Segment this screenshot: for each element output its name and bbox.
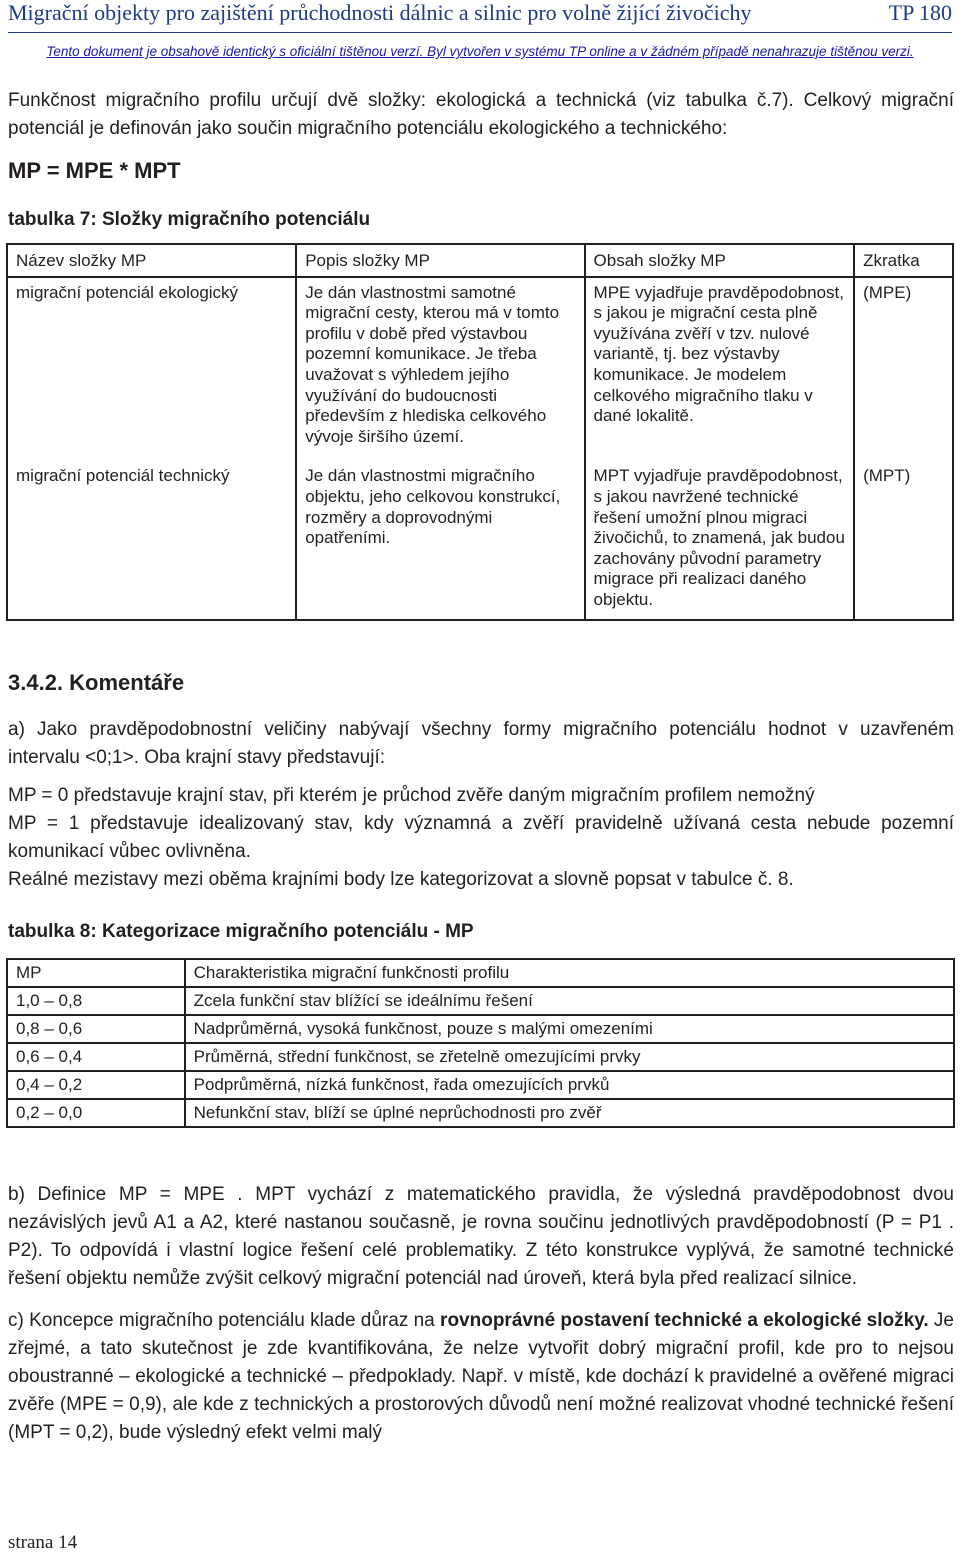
formula: MP = MPE * MPT (8, 158, 181, 183)
table8-cell-range: 0,4 – 0,2 (7, 1071, 185, 1099)
item-c-emphasis: rovnoprávné postavení technické a ekologické složky. (440, 1310, 929, 1331)
table8-cell-desc: Zcela funkční stav blížící se ideálnímu řešení (185, 987, 954, 1015)
document-title: Migrační objekty pro zajištění průchodnosti dálnic a silnic pro volně žijící živočichy (8, 0, 752, 25)
table8-cell-range: 0,2 – 0,0 (7, 1099, 185, 1127)
item-c-paragraph (8, 1307, 954, 1447)
table8-cell-desc: Průměrná, střední funkčnost, se zřetelně omezujícími prvky (185, 1043, 954, 1071)
page-number: strana 14 (8, 1532, 78, 1553)
table8-header-characteristic: Charakteristika migrační funkčnosti profilu (185, 959, 954, 987)
table7-cell-abbr: (MPE) (854, 277, 953, 462)
item-a-paragraph: a) Jako pravděpodobnostní veličiny nabývají všechny formy migračního potenciálu hodnot v uzavřeném intervalu <0;1>. Oba krajní stavy představují: (8, 719, 954, 768)
table8-header-mp: MP (7, 959, 185, 987)
table-row (7, 987, 954, 1015)
header-divider (8, 32, 952, 33)
table8-cell-range: 0,6 – 0,4 (7, 1043, 185, 1071)
table8 (6, 958, 955, 1128)
table8-cell-range: 1,0 – 0,8 (7, 987, 185, 1015)
table7-cell-name: migrační potenciál ekologický (7, 277, 296, 462)
intro-paragraph: Funkčnost migračního profilu určují dvě složky: ekologická a technická (viz tabulka č.7). Celkový migrační potenciál je definován jako součin migračního potenciálu ekologického a technického: (8, 90, 954, 139)
item-b-paragraph: b) Definice MP = MPE . MPT vychází z matematického pravidla, že výsledná pravděpodobnost dvou nezávislých jevů A1 a A2, které nastanou současně, je rovna součinu jednotlivých pravděpodobností (P = P1 . P2). To odpovídá i vlastní logice řešení celé problematiky. Z této konstrukce vyplývá, že samotné technické řešení objektu nemůže zvýšit celkový migrační potenciál nad úroveň, která byla před realizací silnice. (8, 1184, 954, 1289)
table7-cell-abbr: (MPT) (854, 461, 953, 619)
table7 (6, 243, 954, 621)
table7-cell-desc: Je dán vlastnostmi migračního objektu, jeho celkovou konstrukcí, rozměry a doprovodnými opatřeními. (296, 461, 584, 619)
table8-cell-desc: Nefunkční stav, blíží se úplné neprůchodnosti pro zvěř (185, 1099, 954, 1127)
table7-header-abbr: Zkratka (854, 244, 953, 277)
table8-cell-range: 0,8 – 0,6 (7, 1015, 185, 1043)
table-row (7, 277, 953, 462)
table8-header-row (7, 959, 954, 987)
table7-header-content: Obsah složky MP (585, 244, 855, 277)
official-version-notice[interactable]: Tento dokument je obsahově identický s oficiální tištěnou verzí. Byl vytvořen v systému TP online a v žádném případě nenahrazuje tištěnou verzi. (46, 44, 914, 59)
table-row (7, 1099, 954, 1127)
mp0-line: MP = 0 představuje krajní stav, při kterém je průchod zvěře daným migračním profilem nemožný (8, 785, 815, 806)
table8-cell-desc: Nadprůměrná, vysoká funkčnost, pouze s malými omezeními (185, 1015, 954, 1043)
table8-caption: tabulka 8: Kategorizace migračního potenciálu - MP (8, 921, 474, 942)
item-c-lead: c) Koncepce migračního potenciálu klade důraz na (8, 1310, 441, 1331)
table7-cell-name: migrační potenciál technický (7, 461, 296, 619)
real-states-line: Reálné mezistavy mezi oběma krajními body lze kategorizovat a slovně popsat v tabulce č. 8. (8, 869, 794, 890)
table-row (7, 1015, 954, 1043)
document-code: TP 180 (888, 0, 952, 25)
table7-header-desc: Popis složky MP (296, 244, 584, 277)
table7-header-name: Název složky MP (7, 244, 296, 277)
table-row (7, 1043, 954, 1071)
mp1-paragraph: MP = 1 představuje idealizovaný stav, kdy významná a zvěří pravidelně užívaná cesta nebude pozemní komunikací vůbec ovlivněna. (8, 813, 954, 862)
table-row (7, 461, 953, 619)
section-heading: 3.4.2. Komentáře (8, 670, 185, 695)
document-header (8, 0, 952, 30)
table7-cell-desc: Je dán vlastnostmi samotné migrační cesty, kterou má v tomto profilu v době před výstavbou pozemní komunikace. Je třeba uvažovat s výhledem jejího využívání do budoucnosti především z hlediska celkového vývoje širšího území. (296, 277, 584, 462)
table7-cell-content: MPE vyjadřuje pravděpodobnost, s jakou je migrační cesta plně využívána zvěří v tzv. nulové variantě, tj. bez výstavby komunikace. Je modelem celkového migračního tlaku v dané lokalitě. (585, 277, 855, 462)
table-row (7, 1071, 954, 1099)
table7-header-row (7, 244, 953, 277)
table8-cell-desc: Podprůměrná, nízká funkčnost, řada omezujících prvků (185, 1071, 954, 1099)
item-c-rest: Je zřejmé, a tato skutečnost je zde kvantifikována, že nelze vytvořit dobrý migrační profil, kde pro to nejsou oboustranné – ekologické a technické – předpoklady. Např. v místě, kde dochází k pravidelné a ověřené migraci zvěře (MPE = 0,9), ale kde z technických a prostorových důvodů není možné realizovat vhodné technické řešení (MPT = 0,2), bude výsledný efekt velmi malý (8, 1310, 954, 1443)
table7-caption: tabulka 7: Složky migračního potenciálu (8, 209, 371, 230)
table7-cell-content: MPT vyjadřuje pravděpodobnost, s jakou navržené technické řešení umožní plnou migraci živočichů, to znamená, jak budou zachovány původní parametry migrace při realizaci daného objektu. (585, 461, 855, 619)
